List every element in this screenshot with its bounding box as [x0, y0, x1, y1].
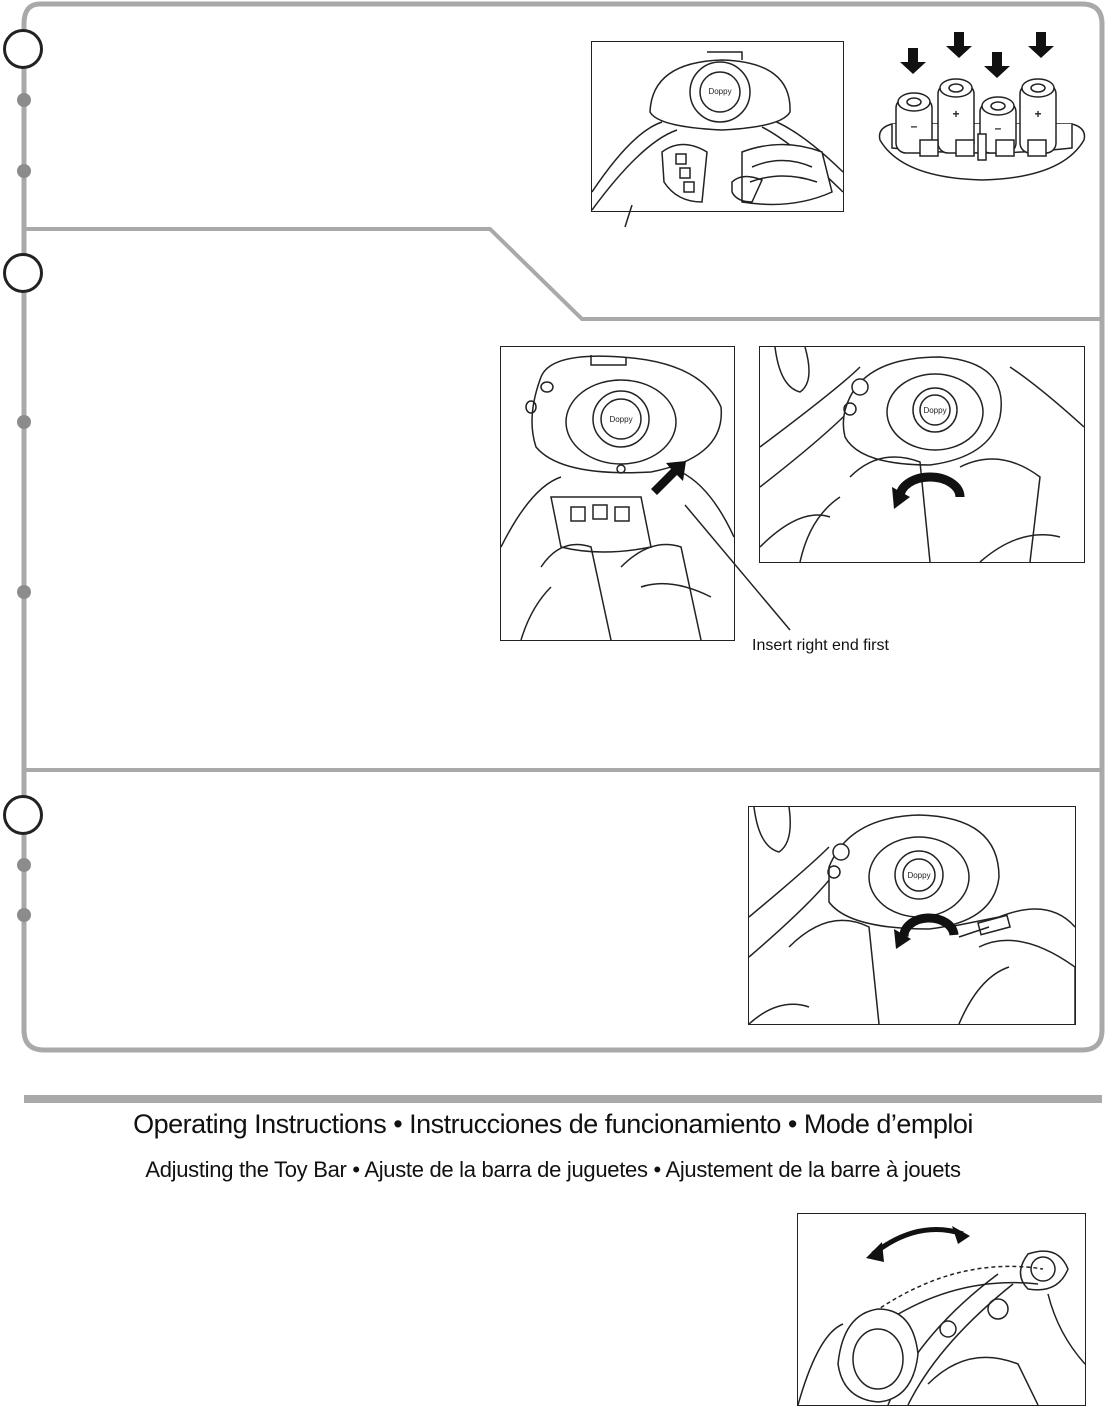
bullet	[17, 585, 31, 599]
logo-text: Doppy	[907, 871, 931, 880]
battery-plus-label: +	[952, 107, 960, 121]
battery-minus-label: –	[910, 119, 918, 133]
logo-text: Doppy	[609, 415, 633, 424]
bullet	[17, 415, 31, 429]
logo-text: Doppy	[708, 87, 732, 96]
section-subtitle: Adjusting the Toy Bar • Ajuste de la barra de juguetes • Ajustement de la barre à jouets	[145, 1157, 961, 1182]
bullet	[17, 858, 31, 872]
step-1-circle	[3, 29, 43, 69]
step-2-circle	[3, 253, 43, 293]
callout-line	[620, 205, 640, 230]
figure-battery-removal	[591, 41, 844, 212]
step-3-circle	[3, 795, 43, 835]
insert-caption: Insert right end first	[752, 637, 889, 654]
battery-plus-label: +	[1034, 107, 1042, 121]
section-rule	[24, 1095, 1102, 1103]
bullet	[17, 164, 31, 178]
section-title: Operating Instructions • Instrucciones de funcionamiento • Mode d’emploi	[133, 1109, 973, 1139]
figure-close-compartment	[759, 346, 1085, 563]
bullet	[17, 908, 31, 922]
figure-toy-bar	[797, 1213, 1086, 1406]
bullet	[17, 93, 31, 107]
logo-text: Doppy	[923, 406, 947, 415]
figure-tighten-screw	[748, 806, 1076, 1025]
battery-minus-label: –	[994, 121, 1002, 135]
figure-batteries	[872, 28, 1092, 188]
